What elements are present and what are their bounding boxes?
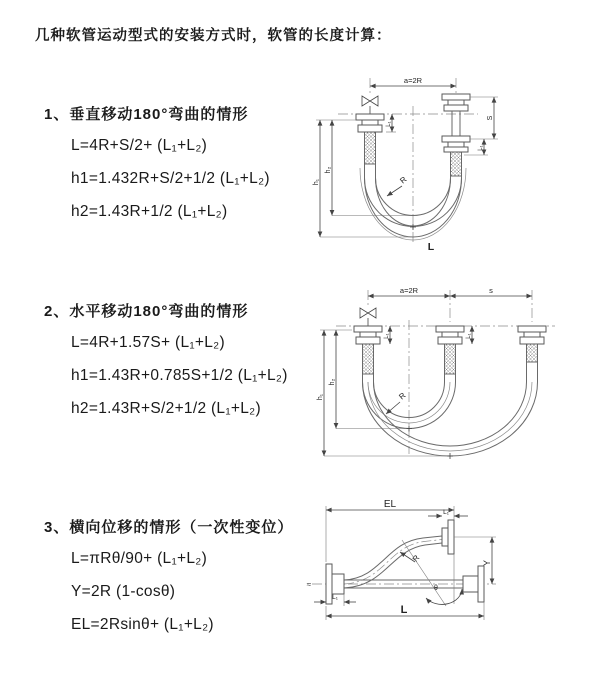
right-flange xyxy=(463,566,484,602)
dim-label-a2r: a=2R xyxy=(399,286,419,295)
dim-l1-left xyxy=(384,326,390,344)
formula: L=4R+1.57S+ (L₁+L₂) xyxy=(71,334,225,351)
dim-l xyxy=(326,602,484,620)
section-2-heading: 2、水平移动180°弯曲的情形 xyxy=(44,303,249,320)
dim-label-el: EL xyxy=(383,499,397,510)
section-3 xyxy=(44,516,293,641)
radius-callout xyxy=(387,175,409,196)
diagram-vertical-180-bend xyxy=(308,70,600,262)
dim-l1-left xyxy=(386,114,396,132)
formula: h1=1.432R+S/2+1/2 (L₁+L₂) xyxy=(71,170,270,187)
formula: h2=1.43R+1/2 (L₁+L₂) xyxy=(71,203,228,220)
dim-label-length: L xyxy=(427,241,435,253)
braid-section xyxy=(445,344,456,374)
diagram-horizontal-180-bend xyxy=(310,282,600,468)
section-1 xyxy=(44,103,270,228)
braid-section xyxy=(363,344,374,374)
section-1-heading: 1、垂直移动180°弯曲的情形 xyxy=(44,106,249,123)
dim-heights xyxy=(317,330,448,456)
dim-label-l1-right: L₁ xyxy=(478,145,484,151)
dim-label-h1: h₁ xyxy=(317,393,324,401)
dim-label-h2: h₂ xyxy=(325,166,332,174)
dim-l1-left xyxy=(314,594,356,606)
formula: h2=1.43R+S/2+1/2 (L₁+L₂) xyxy=(71,400,261,417)
section-3-heading: 3、横向位移的情形（一次性变位） xyxy=(44,519,294,536)
dim-label-l1-left: L₁ xyxy=(332,594,338,601)
dim-label-h2: h₂ xyxy=(329,378,336,386)
dim-label-l1-left: L₁ xyxy=(384,333,390,339)
dim-s xyxy=(450,286,532,296)
middle-flange xyxy=(436,326,464,374)
hose-u-curves xyxy=(363,362,538,459)
formula: Y=2R (1-cosθ) xyxy=(71,583,176,600)
dim-heights xyxy=(313,120,411,237)
formula: EL=2Rsinθ+ (L₁+L₂) xyxy=(71,616,214,633)
formula: L=4R+S/2+ (L₁+L₂) xyxy=(71,137,208,154)
dim-label-theta: θ xyxy=(434,585,438,592)
radius-callout xyxy=(386,391,408,414)
valve-icon xyxy=(362,96,378,114)
left-flange xyxy=(354,326,382,374)
left-flange xyxy=(356,114,384,164)
diagram-lateral-displacement xyxy=(296,496,600,634)
page-title: 几种软管运动型式的安装方式时，软管的长度计算： xyxy=(35,28,392,44)
braid-section xyxy=(527,344,538,362)
dim-stroke-s xyxy=(464,97,498,155)
section-2 xyxy=(44,300,288,425)
dim-label-radius: R xyxy=(410,553,422,564)
formula: h1=1.43R+0.785S+1/2 (L₁+L₂) xyxy=(71,367,288,384)
dim-label-l: L xyxy=(400,604,408,616)
dim-a-2r xyxy=(370,76,456,86)
braid-section xyxy=(365,132,376,164)
dim-label-s: s xyxy=(489,286,493,295)
braid-section xyxy=(451,152,462,176)
dim-l1-mid xyxy=(466,326,472,344)
dim-label-y: Y xyxy=(482,559,492,567)
dim-a-2r xyxy=(368,286,450,296)
dim-label-l1-mid: L₁ xyxy=(466,333,472,339)
radius-callout xyxy=(400,552,422,563)
dim-label-radius: R xyxy=(398,174,409,186)
dim-label-h1: h₁ xyxy=(313,178,320,186)
right-flange xyxy=(518,326,546,362)
valve-icon xyxy=(360,308,376,326)
dim-label-a2r: a=2R xyxy=(403,76,423,85)
dim-label-s: S xyxy=(487,115,494,121)
formula: L=πRθ/90+ (L₁+L₂) xyxy=(71,550,208,567)
dim-label-radius: R xyxy=(397,390,408,402)
dim-label-l1-top: L₁ xyxy=(443,509,449,516)
right-flange-upper xyxy=(442,94,470,136)
dim-label-l1-left: L₁ xyxy=(386,121,392,127)
pipe-break-symbol: ≈ xyxy=(306,580,312,589)
displaced-flange xyxy=(442,520,454,554)
